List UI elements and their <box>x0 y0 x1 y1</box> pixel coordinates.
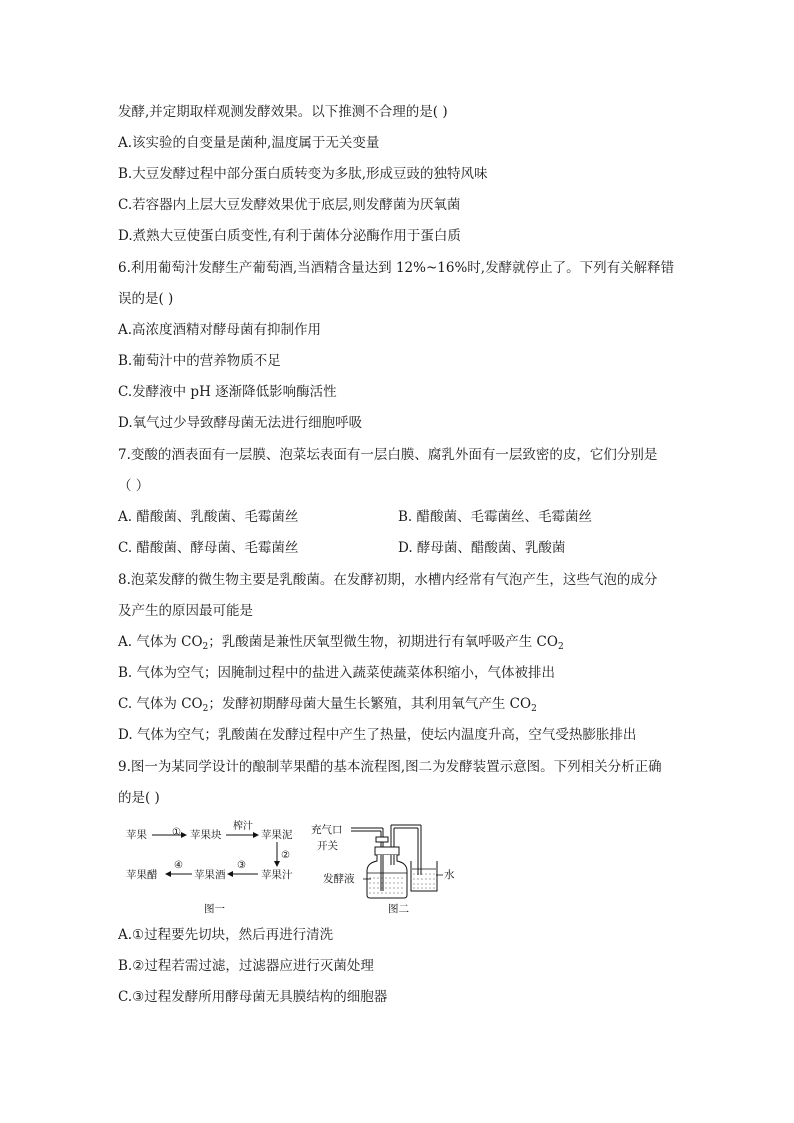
fig1-label-apple-vinegar: 苹果醋 <box>126 869 158 881</box>
q7-option-d: D. 酵母菌、醋酸菌、乳酸菌 <box>398 540 566 556</box>
q8-stem-line1: 8.泡菜发酵的微生物主要是乳酸菌。在发酵初期，水槽内经常有气泡产生，这些气泡的成分 <box>118 572 658 588</box>
q5-option-d: D.煮熟大豆使蛋白质变性,有利于菌体分泌酶作用于蛋白质 <box>118 228 461 244</box>
fig1-label-apple-wine: 苹果酒 <box>194 869 226 881</box>
q6-option-b: B.葡萄汁中的营养物质不足 <box>118 353 281 369</box>
q9-option-c: C.③过程发酵所用酵母菌无具膜结构的细胞器 <box>118 989 388 1005</box>
switch-clamp <box>376 837 388 842</box>
q5-option-c: C.若容器内上层大豆发酵效果优于底层,则发酵菌为厌氧菌 <box>118 197 461 213</box>
q5-option-a: A.该实验的自变量是菌种,温度属于无关变量 <box>118 135 380 151</box>
q6-option-c: C.发酵液中 pH 逐渐降低影响酶活性 <box>118 384 337 400</box>
q7-option-c: C. 醋酸菌、酵母菌、毛霉菌丝 <box>118 540 299 556</box>
figure-2-apparatus <box>305 815 475 920</box>
q9-stem-line1: 9.图一为某同学设计的酿制苹果醋的基本流程图,图二为发酵装置示意图。下列相关分析正确 <box>118 759 662 775</box>
fig2-label-water: 水 <box>444 869 455 881</box>
q9-option-b: B.②过程若需过滤，过滤器应进行灭菌处理 <box>118 958 374 974</box>
q5-stem-tail: 发酵,并定期取样观测发酵效果。以下推测不合理的是( ) <box>118 104 448 120</box>
fig1-step4: ④ <box>174 860 183 871</box>
fermentation-bottle <box>367 847 407 898</box>
figure-1-flowchart <box>120 818 310 918</box>
q8-option-b: B. 气体为空气；因腌制过程中的盐进入蔬菜使蔬菜体积缩小，气体被排出 <box>118 665 556 681</box>
q6-stem-line2: 误的是( ) <box>118 291 174 307</box>
q8-option-d: D. 气体为空气；乳酸菌在发酵过程中产生了热量，使坛内温度升高，空气受热膨胀排出 <box>118 727 637 743</box>
q6-stem-line1: 6.利用葡萄汁发酵生产葡萄酒,当酒精含量达到 12%~16%时,发酵就停止了。下列有关解释错 <box>118 260 675 276</box>
fig2-label-broth: 发酵液 <box>323 873 355 885</box>
q9-stem-line2: 的是( ) <box>118 790 160 806</box>
q8-option-c: C. 气体为 $CO_2$；发酵初期酵母菌大量生长繁殖，其利用氧气产生 $CO_2$ <box>118 696 537 714</box>
fig1-label-apple-juice: 苹果汁 <box>261 869 293 881</box>
q7-stem-line2: （ ） <box>118 478 150 494</box>
q6-option-d: D.氧气过少导致酵母菌无法进行细胞呼吸 <box>118 415 363 431</box>
q7-option-a: A. 醋酸菌、乳酸菌、毛霉菌丝 <box>118 509 299 525</box>
q5-option-b: B.大豆发酵过程中部分蛋白质转变为多肽,形成豆豉的独特风味 <box>118 166 488 182</box>
fig2-caption: 图二 <box>388 903 409 915</box>
q7-option-b: B. 醋酸菌、毛霉菌丝、毛霉菌丝 <box>398 509 593 525</box>
fig1-label-apple-mash: 苹果泥 <box>261 829 293 841</box>
fig1-label-juicing: 榨汁 <box>233 821 253 832</box>
q6-option-a: A.高浓度酒精对酵母菌有抑制作用 <box>118 322 322 338</box>
fig1-step1: ① <box>172 827 181 838</box>
fig1-label-apple-pieces: 苹果块 <box>190 829 222 841</box>
fig1-step2: ② <box>281 850 290 861</box>
fig1-label-apple: 苹果 <box>126 829 147 841</box>
fig1-caption: 图一 <box>204 903 225 915</box>
water-beaker <box>411 861 437 891</box>
fig1-step3: ③ <box>237 860 246 871</box>
fig2-label-switch: 开关 <box>317 840 338 852</box>
q8-stem-line2: 及产生的原因最可能是 <box>118 603 253 619</box>
q7-stem-line1: 7.变酸的酒表面有一层膜、泡菜坛表面有一层白膜、腐乳外面有一层致密的皮，它们分别是 <box>118 447 658 463</box>
fig2-label-inlet: 充气口 <box>311 824 343 836</box>
q9-option-a: A.①过程要先切块，然后再进行清洗 <box>118 927 334 943</box>
q8-option-a: A. 气体为 $CO_2$；乳酸菌是兼性厌氧型微生物，初期进行有氧呼吸产生 $CO_2$ <box>118 634 564 652</box>
